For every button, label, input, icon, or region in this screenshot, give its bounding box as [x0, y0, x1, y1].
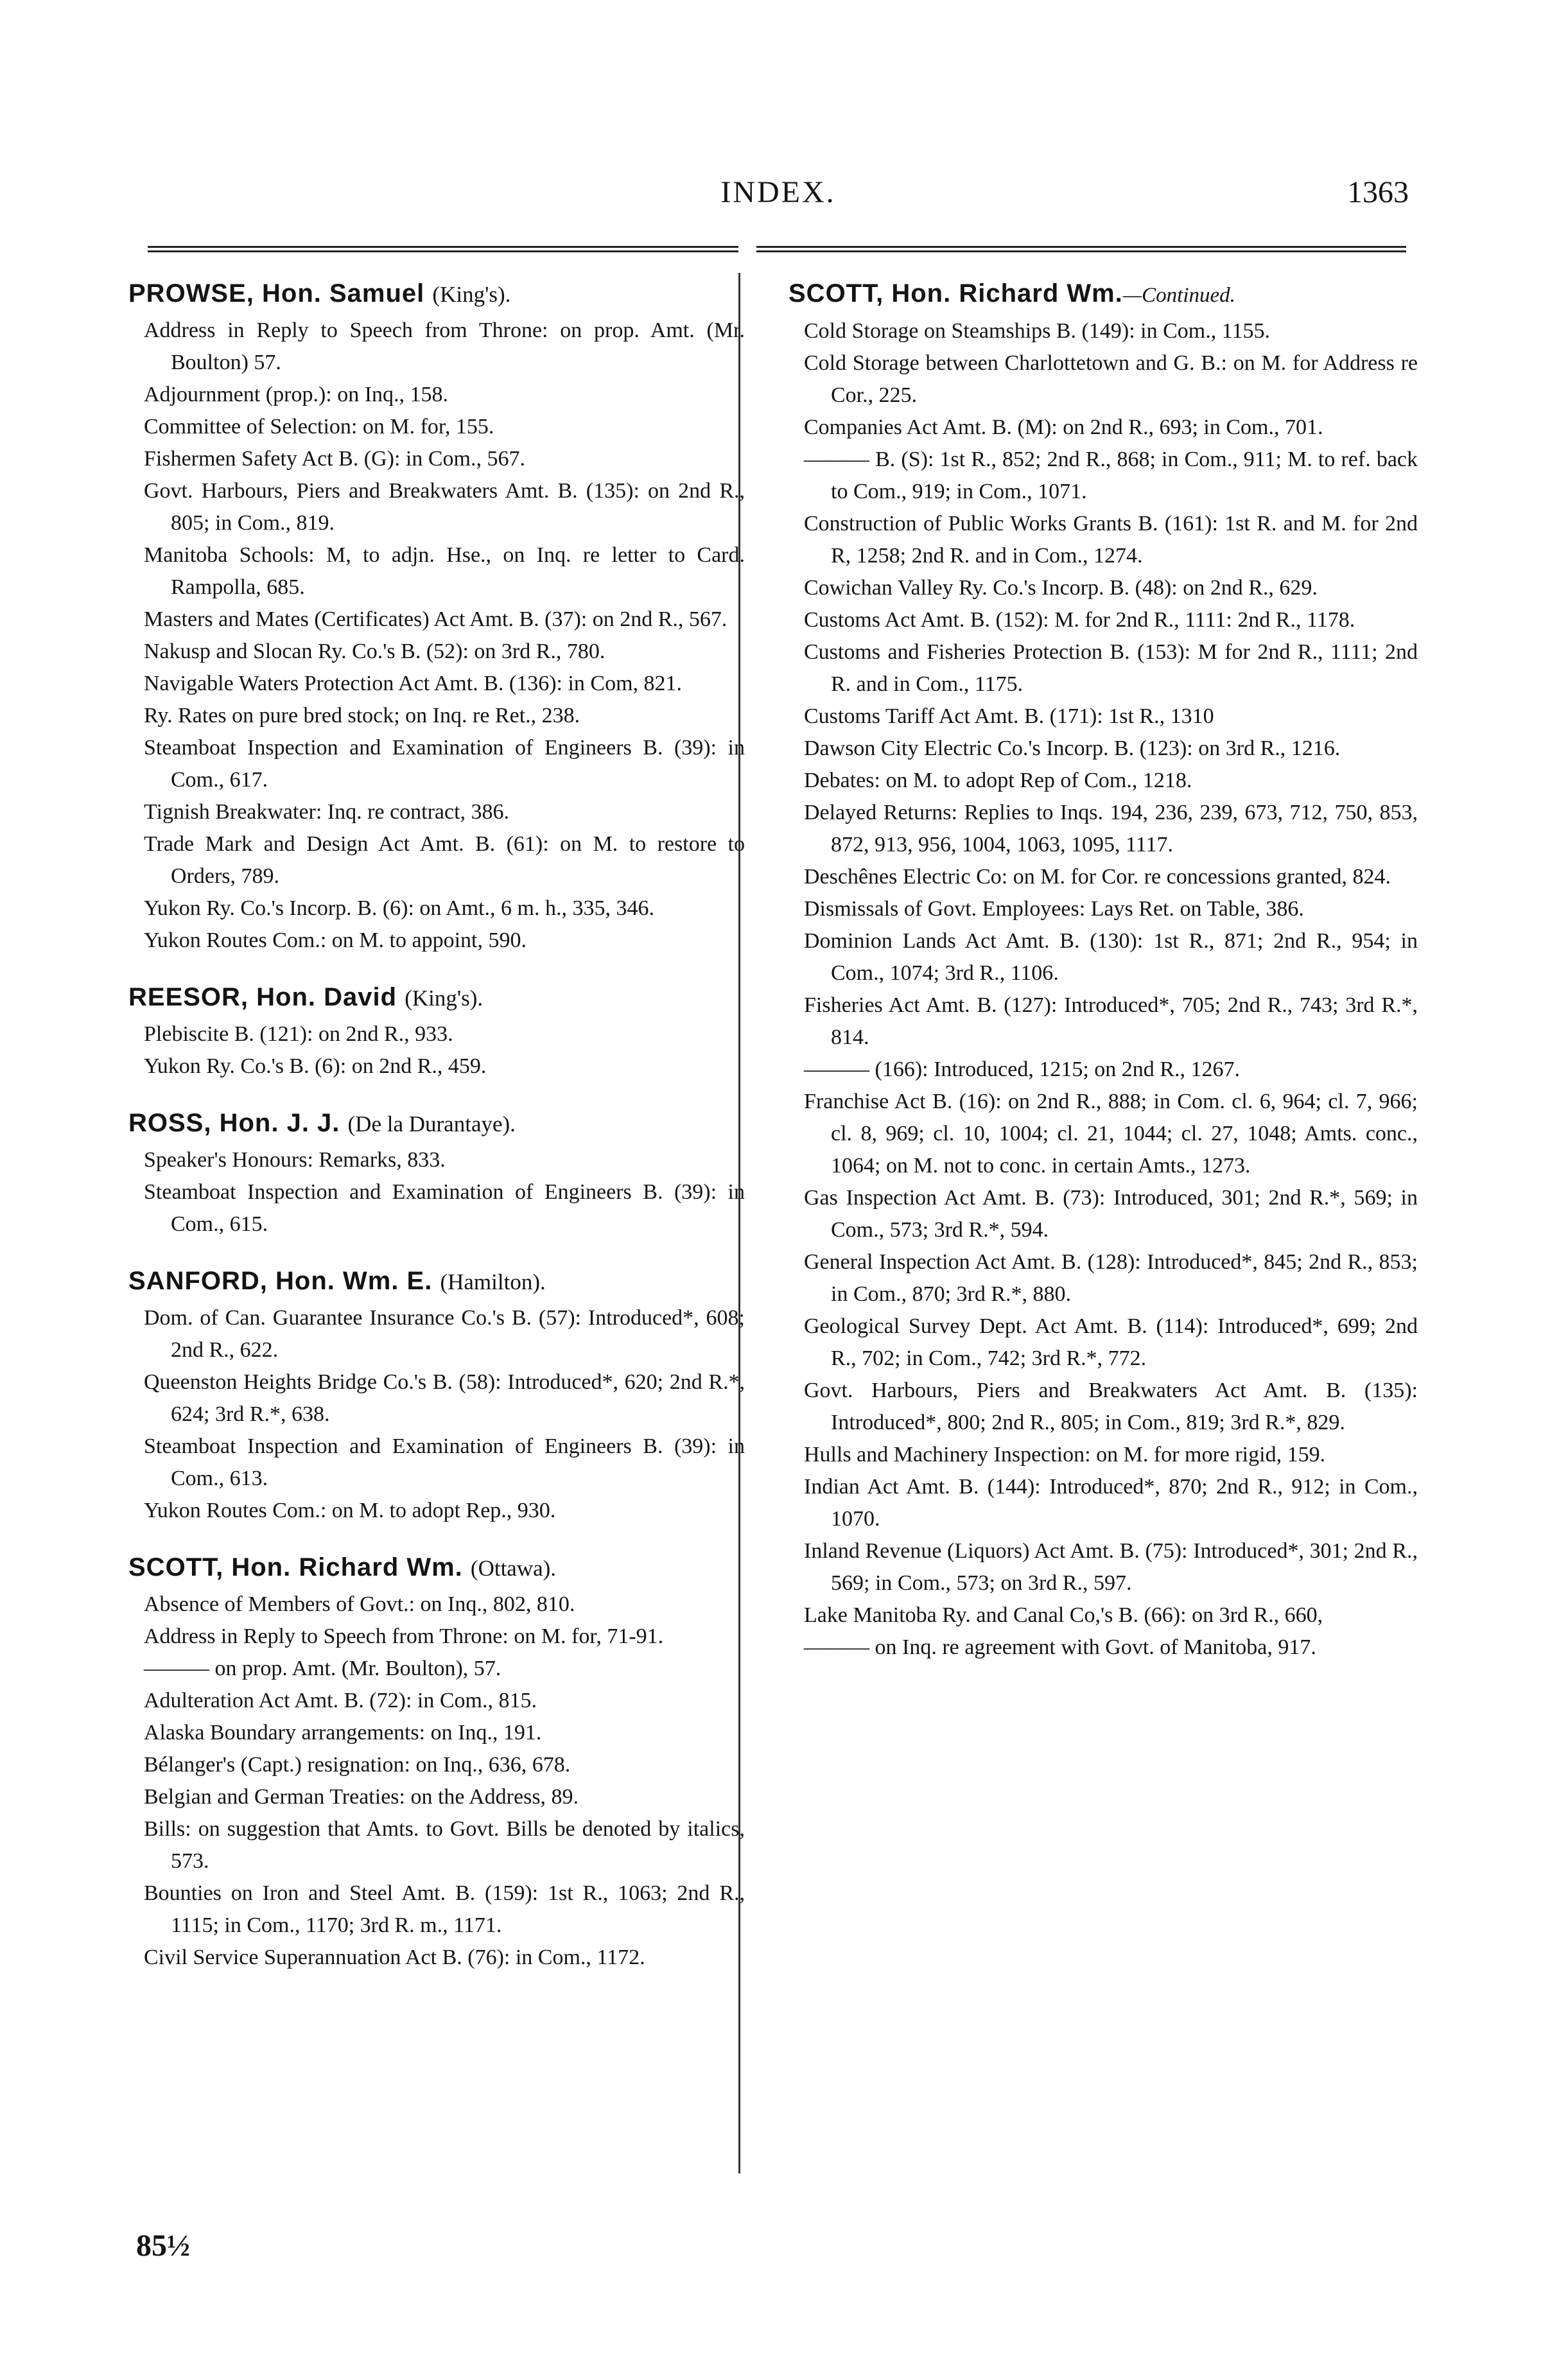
member-riding: (King's). [432, 282, 511, 307]
index-entry: Adulteration Act Amt. B. (72): in Com., 815. [144, 1689, 537, 1712]
index-entry: Companies Act Amt. B. (M): on 2nd R., 693; in Com., 701. [804, 415, 1323, 439]
index-entry: Delayed Returns: Replies to Inqs. 194, 236, 239, 673, 712, 750, 853, 872, 913, 956, 1004, 1063, 1095, 1117. [804, 801, 1418, 857]
index-entry: Bounties on Iron and Steel Amt. B. (159): 1st R., 1063; 2nd R., 1115; in Com., 1170; 3rd R. m., 1171. [144, 1881, 745, 1937]
member-heading [128, 1107, 745, 1140]
index-entry: Absence of Members of Govt.: on Inq., 802, 810. [144, 1592, 575, 1616]
index-entry: Nakusp and Slocan Ry. Co.'s B. (52): on 3rd R., 780. [144, 640, 605, 663]
index-entry: Masters and Mates (Certificates) Act Amt. B. (37): on 2nd R., 567. [144, 607, 727, 631]
index-entry: Construction of Public Works Grants B. (161): 1st R. and M. for 2nd R, 1258; 2nd R. and in Com., 1274. [804, 512, 1418, 568]
right-column [788, 277, 1418, 2300]
index-entry: Yukon Routes Com.: on M. to adopt Rep., 930. [144, 1499, 556, 1522]
member-heading [128, 1551, 745, 1585]
column-divider [738, 273, 740, 2173]
index-entry: Steamboat Inspection and Examination of Engineers B. (39): in Com., 615. [144, 1180, 745, 1236]
index-entry: Indian Act Amt. B. (144): Introduced*, 870; 2nd R., 912; in Com., 1070. [804, 1475, 1418, 1531]
index-entry: Committee of Selection: on M. for, 155. [144, 415, 494, 439]
index-entry: Govt. Harbours, Piers and Breakwaters Amt. B. (135): on 2nd R., 805; in Com., 819. [144, 479, 745, 535]
index-entry: Customs and Fisheries Protection B. (153): M for 2nd R., 1111; 2nd R. and in Com., 1175. [804, 640, 1418, 696]
index-block [128, 1551, 745, 1974]
index-entry: ——— (166): Introduced, 1215; on 2nd R., 1267. [804, 1058, 1240, 1081]
index-entry: Customs Act Amt. B. (152): M. for 2nd R., 1111: 2nd R., 1178. [804, 608, 1355, 632]
index-block [128, 981, 745, 1083]
index-block [128, 1107, 745, 1241]
index-block [128, 277, 745, 957]
index-entry: Bélanger's (Capt.) resignation: on Inq., 636, 678. [144, 1753, 571, 1777]
left-column [128, 277, 745, 2300]
member-name: SCOTT, Hon. Richard Wm. [128, 1553, 463, 1581]
index-entry: Yukon Ry. Co.'s B. (6): on 2nd R., 459. [144, 1054, 487, 1078]
index-entry: Address in Reply to Speech from Throne: on prop. Amt. (Mr. Boulton) 57. [144, 318, 745, 374]
member-riding: (De la Durantaye). [347, 1111, 516, 1136]
index-entry: Navigable Waters Protection Act Amt. B. (136): in Com, 821. [144, 672, 683, 695]
index-entry: Cowichan Valley Ry. Co.'s Incorp. B. (48): on 2nd R., 629. [804, 576, 1318, 600]
member-name: ROSS, Hon. J. J. [128, 1109, 340, 1137]
index-entry: Gas Inspection Act Amt. B. (73): Introduced, 301; 2nd R.*, 569; in Com., 573; 3rd R.*, 594. [804, 1186, 1418, 1242]
index-block [128, 1265, 745, 1527]
header-rule-right [756, 246, 1406, 252]
index-entry: ——— B. (S): 1st R., 852; 2nd R., 868; in Com., 911; M. to ref. back to Com., 919; in Com., 1071. [804, 448, 1418, 503]
index-entry: Yukon Ry. Co.'s Incorp. B. (6): on Amt., 6 m. h., 335, 346. [144, 896, 654, 920]
index-entry: Dom. of Can. Guarantee Insurance Co.'s B. (57): Introduced*, 608; 2nd R., 622. [144, 1306, 745, 1362]
member-name: REESOR, Hon. David [128, 983, 397, 1011]
index-entry: Belgian and German Treaties: on the Address, 89. [144, 1785, 579, 1809]
index-entry: Dawson City Electric Co.'s Incorp. B. (123): on 3rd R., 1216. [804, 736, 1341, 760]
index-entry: Tignish Breakwater: Inq. re contract, 386. [144, 800, 510, 824]
index-entry: Govt. Harbours, Piers and Breakwaters Act Amt. B. (135): Introduced*, 800; 2nd R., 805; in Com., 819; 3rd R.*, 829. [804, 1379, 1418, 1434]
index-entry: Cold Storage between Charlottetown and G. B.: on M. for Address re Cor., 225. [804, 351, 1418, 407]
index-entry: Ry. Rates on pure bred stock; on Inq. re Ret., 238. [144, 704, 580, 727]
page-number: 1363 [1347, 175, 1409, 209]
index-entry: Hulls and Machinery Inspection: on M. for more rigid, 159. [804, 1443, 1326, 1467]
index-entry: Alaska Boundary arrangements: on Inq., 191. [144, 1721, 542, 1745]
index-entry: Franchise Act B. (16): on 2nd R., 888; in Com. cl. 6, 964; cl. 7, 966; cl. 8, 969; cl. 10, 1004; cl. 21, 1044; cl. 27, 1048; Amts. conc., 1064; on M. not to conc. in certain Amts., 1273. [804, 1090, 1418, 1178]
index-entry: Address in Reply to Speech from Throne: on M. for, 71-91. [144, 1624, 664, 1648]
header-rule-left [148, 246, 738, 252]
member-heading [128, 981, 745, 1014]
index-entry: Speaker's Honours: Remarks, 833. [144, 1148, 446, 1172]
running-header [148, 173, 1409, 218]
member-name: PROWSE, Hon. Samuel [128, 279, 425, 308]
index-entry: Lake Manitoba Ry. and Canal Co,'s B. (66): on 3rd R., 660, [804, 1603, 1323, 1627]
index-entry: ——— on Inq. re agreement with Govt. of Manitoba, 917. [804, 1635, 1316, 1659]
index-entry: Steamboat Inspection and Examination of Engineers B. (39): in Com., 613. [144, 1434, 745, 1490]
index-entry: Geological Survey Dept. Act Amt. B. (114): Introduced*, 699; 2nd R., 702; in Com., 742; 3rd R.*, 772. [804, 1314, 1418, 1370]
index-entry: Cold Storage on Steamships B. (149): in Com., 1155. [804, 319, 1270, 343]
index-entry: Plebiscite B. (121): on 2nd R., 933. [144, 1022, 453, 1046]
index-entry: Trade Mark and Design Act Amt. B. (61): on M. to restore to Orders, 789. [144, 832, 745, 888]
index-entry: Fishermen Safety Act B. (G): in Com., 567. [144, 447, 526, 471]
signature-mark: 85½ [136, 2229, 190, 2263]
index-entry: Fisheries Act Amt. B. (127): Introduced*, 705; 2nd R., 743; 3rd R.*, 814. [804, 993, 1418, 1049]
member-heading [788, 277, 1418, 311]
index-entry: Dismissals of Govt. Employees: Lays Ret. on Table, 386. [804, 897, 1304, 921]
member-heading [128, 277, 745, 311]
member-name: SANFORD, Hon. Wm. E. [128, 1267, 433, 1295]
page-title: INDEX. [720, 175, 836, 209]
member-riding: (Ottawa). [470, 1556, 557, 1581]
index-entry: Bills: on suggestion that Amts. to Govt. Bills be denoted by italics, 573. [144, 1817, 745, 1873]
index-entry: Manitoba Schools: M, to adjn. Hse., on Inq. re letter to Card. Rampolla, 685. [144, 543, 745, 599]
index-entry: Civil Service Superannuation Act B. (76): in Com., 1172. [144, 1946, 645, 1969]
index-entry: Inland Revenue (Liquors) Act Amt. B. (75): Introduced*, 301; 2nd R., 569; in Com., 573; on 3rd R., 597. [804, 1539, 1418, 1595]
index-entry: Steamboat Inspection and Examination of Engineers B. (39): in Com., 617. [144, 736, 745, 792]
member-heading [128, 1265, 745, 1298]
member-riding: (Hamilton). [440, 1269, 546, 1294]
index-entry: Dominion Lands Act Amt. B. (130): 1st R., 871; 2nd R., 954; in Com., 1074; 3rd R., 1106. [804, 929, 1418, 985]
index-entry: General Inspection Act Amt. B. (128): Introduced*, 845; 2nd R., 853; in Com., 870; 3rd R.*, 880. [804, 1250, 1418, 1306]
index-entry: Queenston Heights Bridge Co.'s B. (58): Introduced*, 620; 2nd R.*, 624; 3rd R.*, 638. [144, 1370, 745, 1426]
index-entry: Debates: on M. to adopt Rep of Com., 1218. [804, 769, 1192, 792]
continued-label: —Continued. [1122, 284, 1235, 307]
member-name: SCOTT, Hon. Richard Wm. [788, 279, 1123, 308]
member-riding: (King's). [405, 986, 483, 1011]
index-entry: Yukon Routes Com.: on M. to appoint, 590. [144, 928, 527, 952]
index-entry: Customs Tariff Act Amt. B. (171): 1st R., 1310 [804, 704, 1214, 728]
index-entry: Deschênes Electric Co: on M. for Cor. re concessions granted, 824. [804, 865, 1391, 889]
index-entry: Adjournment (prop.): on Inq., 158. [144, 383, 449, 406]
index-entry: ——— on prop. Amt. (Mr. Boulton), 57. [144, 1657, 501, 1680]
